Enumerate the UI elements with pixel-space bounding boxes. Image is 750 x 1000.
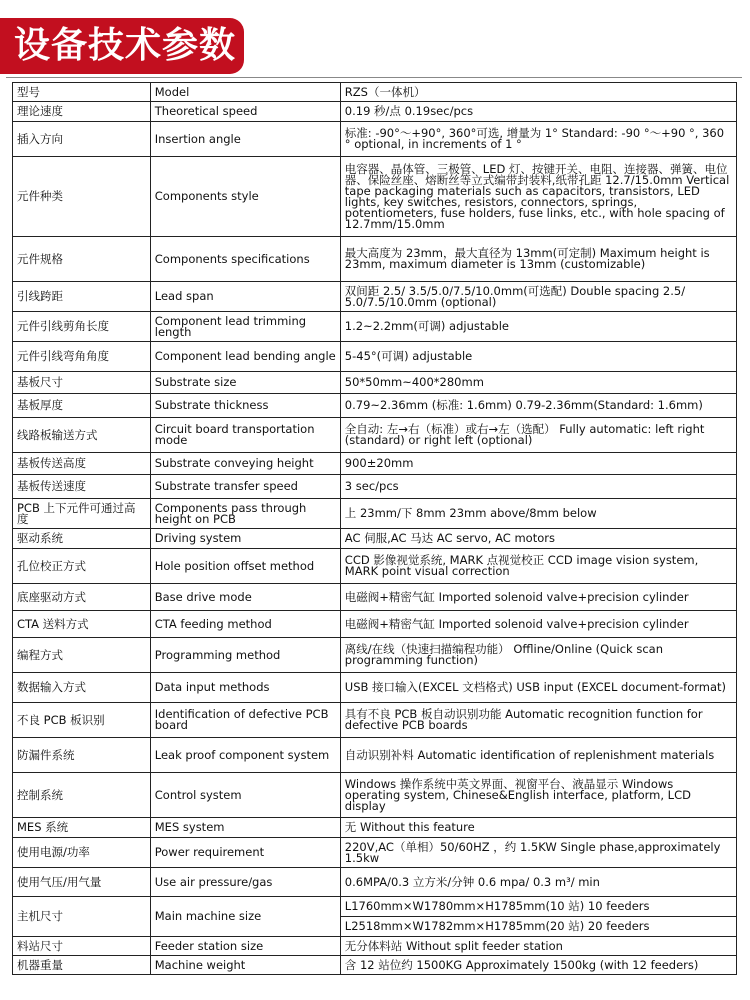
param-zh: 数据输入方式 [13, 673, 151, 703]
param-zh: 元件规格 [13, 237, 151, 282]
param-zh: 不良 PCB 板识别 [13, 703, 151, 738]
param-zh: 元件种类 [13, 157, 151, 237]
table-row [13, 868, 737, 897]
param-value: 0.79~2.36mm (标准: 1.6mm) 0.79-2.36mm(Standard: 1.6mm) [340, 394, 736, 418]
param-en: Substrate size [150, 372, 340, 394]
table-row [13, 897, 737, 917]
section-title-banner [0, 18, 244, 74]
param-zh: 理论速度 [13, 102, 151, 122]
param-en: Leak proof component system [150, 738, 340, 773]
param-value: 全自动: 左→右（标准）或右→左（选配） Fully automatic: left right (standard) or right left (optional) [340, 418, 736, 453]
param-value: 50*50mm~400*280mm [340, 372, 736, 394]
table-row [13, 282, 737, 312]
param-zh: 基板尺寸 [13, 372, 151, 394]
param-en: Feeder station size [150, 937, 340, 956]
table-row [13, 499, 737, 529]
param-zh: CTA 送料方式 [13, 611, 151, 638]
param-zh: 料站尺寸 [13, 937, 151, 956]
param-zh: 主机尺寸 [13, 897, 151, 937]
table-row [13, 529, 737, 549]
param-value: 电容器、晶体管、三极管、LED 灯、按键开关、电阻、连接器、弹簧、电位器、保险丝座、熔断丝等立式编带封装料,纸带孔距 12.7/15.0mm Vertical tape packaging materials such as capacitors, transistors, LED lights, key switches, resistors, connectors, springs, potentiometers, fuse holders, fuse links, etc., with hole spacing of 12.7mm/15.0mm [340, 157, 736, 237]
param-en: Components pass through height on PCB [150, 499, 340, 529]
table-row [13, 738, 737, 773]
param-value: 3 sec/pcs [340, 475, 736, 499]
param-en: Control system [150, 773, 340, 818]
param-value: 最大高度为 23mm，最大直径为 13mm(可定制) Maximum height is 23mm, maximum diameter is 13mm (customizable) [340, 237, 736, 282]
param-value: 离线/在线（快速扫描编程功能） Offline/Online (Quick scan programming function) [340, 638, 736, 673]
param-en: Hole position offset method [150, 549, 340, 584]
param-value: 上 23mm/下 8mm 23mm above/8mm below [340, 499, 736, 529]
table-row [13, 937, 737, 956]
param-en: Main machine size [150, 897, 340, 937]
table-row [13, 312, 737, 342]
param-zh: 基板传送高度 [13, 453, 151, 475]
param-zh: 基板传送速度 [13, 475, 151, 499]
param-value: 具有不良 PCB 板自动识别功能 Automatic recognition function for defective PCB boards [340, 703, 736, 738]
param-zh: PCB 上下元件可通过高度 [13, 499, 151, 529]
param-value: 电磁阀+精密气缸 Imported solenoid valve+precision cylinder [340, 611, 736, 638]
param-zh: 插入方向 [13, 122, 151, 157]
table-row [13, 453, 737, 475]
param-zh: 底座驱动方式 [13, 584, 151, 611]
param-zh: 使用气压/用气量 [13, 868, 151, 897]
param-value: 电磁阀+精密气缸 Imported solenoid valve+precision cylinder [340, 584, 736, 611]
param-value: 无 Without this feature [340, 818, 736, 838]
param-value: 900±20mm [340, 453, 736, 475]
param-value: 双间距 2.5/ 3.5/5.0/7.5/10.0mm(可选配) Double spacing 2.5/ 5.0/7.5/10.0mm (optional) [340, 282, 736, 312]
param-value: 1.2~2.2mm(可调) adjustable [340, 312, 736, 342]
table-row [13, 102, 737, 122]
param-en: Component lead trimming length [150, 312, 340, 342]
param-zh: 防漏件系统 [13, 738, 151, 773]
table-row [13, 237, 737, 282]
param-value: 自动识别补料 Automatic identification of replenishment materials [340, 738, 736, 773]
param-en: Base drive mode [150, 584, 340, 611]
param-en: Data input methods [150, 673, 340, 703]
param-en: Insertion angle [150, 122, 340, 157]
table-row [13, 956, 737, 975]
param-en: Identification of defective PCB board [150, 703, 340, 738]
table-row [13, 611, 737, 638]
param-zh: 编程方式 [13, 638, 151, 673]
table-row [13, 372, 737, 394]
param-en: Programming method [150, 638, 340, 673]
table-row [13, 818, 737, 838]
param-value: L1760mm×W1780mm×H1785mm(10 站) 10 feeders [340, 897, 736, 917]
param-value: CCD 影像视觉系统, MARK 点视觉校正 CCD image vision system, MARK point visual correction [340, 549, 736, 584]
param-en: Use air pressure/gas [150, 868, 340, 897]
param-zh: 孔位校正方式 [13, 549, 151, 584]
table-row [13, 673, 737, 703]
param-zh: 线路板输送方式 [13, 418, 151, 453]
param-zh: 使用电源/功率 [13, 838, 151, 868]
param-en: CTA feeding method [150, 611, 340, 638]
param-zh: 引线跨距 [13, 282, 151, 312]
table-row [13, 475, 737, 499]
param-value: AC 伺服,AC 马达 AC servo, AC motors [340, 529, 736, 549]
param-en: Theoretical speed [150, 102, 340, 122]
table-row [13, 122, 737, 157]
param-value: 0.6MPA/0.3 立方米/分钟 0.6 mpa/ 0.3 m³/ min [340, 868, 736, 897]
param-en: MES system [150, 818, 340, 838]
section-title: 设备技术参数 [14, 25, 237, 66]
param-value: 220V,AC（单相）50/60HZ ，约 1.5KW Single phase,approximately 1.5kw [340, 838, 736, 868]
param-zh: 控制系统 [13, 773, 151, 818]
param-value: RZS（一体机） [340, 83, 736, 102]
table-row [13, 584, 737, 611]
param-value: 无分体料站 Without split feeder station [340, 937, 736, 956]
param-en: Lead span [150, 282, 340, 312]
table-row [13, 418, 737, 453]
table-row [13, 157, 737, 237]
param-en: Substrate thickness [150, 394, 340, 418]
table-row [13, 549, 737, 584]
param-en: Substrate conveying height [150, 453, 340, 475]
param-zh: 驱动系统 [13, 529, 151, 549]
param-en: Component lead bending angle [150, 342, 340, 372]
table-row [13, 394, 737, 418]
spec-table [12, 82, 737, 975]
param-en: Substrate transfer speed [150, 475, 340, 499]
table-row [13, 703, 737, 738]
param-value: 0.19 秒/点 0.19sec/pcs [340, 102, 736, 122]
param-value: 标准: -90°～+90°, 360°可选, 增量为 1° Standard: -90 °～+90 °, 360 ° optional, in increments of 1 ° [340, 122, 736, 157]
table-row [13, 83, 737, 102]
table-row [13, 638, 737, 673]
table-row [13, 838, 737, 868]
param-zh: 基板厚度 [13, 394, 151, 418]
param-zh: 元件引线剪角长度 [13, 312, 151, 342]
param-en: Model [150, 83, 340, 102]
param-zh: 元件引线弯角角度 [13, 342, 151, 372]
param-zh: MES 系统 [13, 818, 151, 838]
param-en: Circuit board transportation mode [150, 418, 340, 453]
param-en: Machine weight [150, 956, 340, 975]
param-value: USB 接口输入(EXCEL 文档格式) USB input (EXCEL document-format) [340, 673, 736, 703]
param-en: Components specifications [150, 237, 340, 282]
divider [6, 77, 742, 78]
param-value: 5-45°(可调) adjustable [340, 342, 736, 372]
param-value: L2518mm×W1782mm×H1785mm(20 站) 20 feeders [340, 917, 736, 937]
param-en: Components style [150, 157, 340, 237]
param-value: Windows 操作系统中英文界面、视窗平台、液晶显示 Windows operating system, Chinese&English interface, platform, LCD display [340, 773, 736, 818]
param-en: Power requirement [150, 838, 340, 868]
param-value: 含 12 站位约 1500KG Approximately 1500kg (with 12 feeders) [340, 956, 736, 975]
table-row [13, 773, 737, 818]
param-zh: 型号 [13, 83, 151, 102]
param-zh: 机器重量 [13, 956, 151, 975]
table-row [13, 342, 737, 372]
param-en: Driving system [150, 529, 340, 549]
